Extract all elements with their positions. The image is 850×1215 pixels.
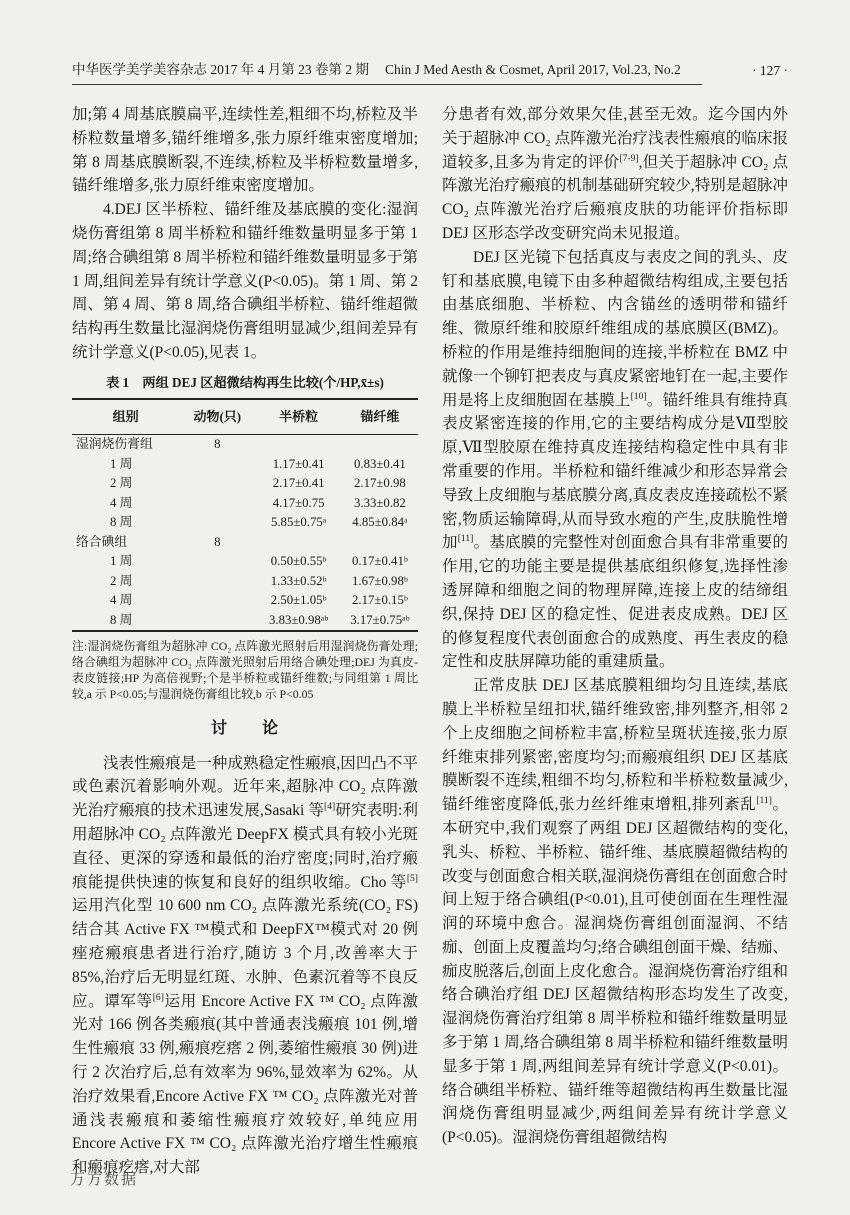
journal-title-cn: 中华医学美学美容杂志 2017 年 4 月第 23 卷第 2 期: [72, 62, 369, 77]
paragraph-discussion: 浅表性瘢痕是一种成熟稳定性瘢痕,因凹凸不平或色素沉着影响外观。近年来,超脉冲 CO₂ 点阵激光治疗瘢痕的技术迅速发展,Sasaki 等[4]研究表明:利用超脉冲 CO₂ 点阵激光 DeepFX 模式具有较小光斑直径、更深的穿透和最低的治疗密度;同时,治疗瘢痕能提供快速的恢复和良好的组织收缩。Cho 等[5]运用汽化型 10 600 nm CO₂ 点阵激光系统(CO₂ FS)结合其 Active FX ™模式和 DeepFX™模式对 20 例痤疮瘢痕患者进行治疗,随访 3 个月,改善率大于 85%,治疗后无明显红斑、水肿、色素沉着等不良反应。谭军等[6]运用 Encore Active FX ™ CO₂ 点阵激光对 166 例各类瘢痕(其中普通表浅瘢痕 101 例,增生性瘢痕 33 例,瘢痕疙瘩 2 例,萎缩性瘢痕 30 例)进行 2 次治疗后,总有效率为 96%,显效率为 62%。从治疗效果看,Encore Active FX ™ CO₂ 点阵激光对普通浅表瘢痕和萎缩性瘢痕疗效较好,单纯应用 Encore Active FX ™ CO₂ 点阵激光治疗增生性瘢痕和瘢痕疙瘩,对大部: [72, 754, 418, 1177]
cell-anchoring-fibril: 2.17±0.15ᵇ: [352, 593, 408, 608]
two-column-body: [72, 103, 788, 1180]
cell-hemidesmosome: 2.50±1.05ᵇ: [270, 593, 327, 608]
cell-animals: [179, 513, 255, 533]
cell-hemidesmosome: [255, 434, 342, 454]
table-row: [72, 493, 418, 513]
table-row: [72, 571, 418, 591]
cell-group: 4 周: [110, 495, 133, 510]
cell-hemidesmosome: [255, 532, 342, 552]
paragraph-dej-structure: DEJ 区光镜下包括真皮与表皮之间的乳头、皮钉和基底膜,电镜下由多种超微结构组成,主要包括由基底细胞、半桥粒、内含锚丝的透明带和锚纤维、微原纤维和胶原纤维组成的基底膜区(BMZ)。桥粒的作用是维持细胞间的连接,半桥粒在 BMZ 中就像一个铆钉把表皮与真皮紧密地钉在一起,主要作用是将上皮细胞固在基膜上[10]。锚纤维具有维持真表皮紧密连接的作用,它的主要结构成分是Ⅶ型胶原,Ⅶ型胶原在维持真皮连接结构稳定性中具有非常重要的作用。半桥粒和锚纤维减少和形态异常会导致上皮细胞与基底膜分离,真皮表皮连接疏松不紧密,物质运输障碍,从而导致水疱的产生,皮肤脆性增加[11]。基底膜的完整性对创面愈合具有非常重要的作用,它的功能主要是提供基底组织修复,选择性渗透屏障和细胞之间的物理屏障,连接上皮的结缔组织,保持 DEJ 区的稳定性、促进表皮成熟。DEJ 区的修复程度代表创面愈合的成熟度、再生表皮的稳定性和皮肤屏障功能的重建质量。: [442, 248, 788, 671]
cell-group: 络合碘组: [76, 534, 128, 549]
table-note: 注:湿润烧伤膏组为超脉冲 CO₂ 点阵激光照射后用湿润烧伤膏处理;络合碘组为超脉冲 CO₂ 点阵激光照射后用络合碘处理;DEJ 为真皮-表皮链接;HP 为高倍视野;个是半桥粒或锚纤维数;与同组第 1 周比较,a 示 P<0.05;与湿润烧伤膏组比较,b 示 P<0.05: [72, 638, 418, 702]
cell-group: 4 周: [110, 593, 133, 608]
paragraph-normal-skin: 正常皮肤 DEJ 区基底膜粗细均匀且连续,基底膜上半桥粒呈纽扣状,锚纤维致密,排列整齐,相邻 2 个上皮细胞之间桥粒丰富,桥粒呈斑状连接,张力原纤维束排列紧密,密度均匀;而瘢痕组织 DEJ 区基底膜断裂不连续,粗细不均匀,桥粒和半桥粒数量减少,锚纤维密度降低,张力丝纤维束增粗,排列紊乱[11]。本研究中,我们观察了两组 DEJ 区超微结构的变化,乳头、桥粒、半桥粒、锚纤维、基底膜超微结构的改变与创面愈合相关联,湿润烧伤膏组在创面愈合时间上短于络合碘组(P<0.01),且可使创面在生理性湿润的环境中愈合。湿润烧伤膏组创面湿润、不结痂、创面上皮覆盖均匀;络合碘组创面干燥、结痂、痂皮脱落后,创面上皮化愈合。湿润烧伤膏治疗组和络合碘治疗组 DEJ 区超微结构形态均发生了改变,湿润烧伤膏治疗组第 8 周半桥粒和锚纤维数量明显多于第 1 周,络合碘组第 8 周半桥粒和锚纤维数量明显多于第 1 周,两组间差异有统计学意义(P<0.01)。络合碘组半桥粒、锚纤维等超微结构再生数量比湿润烧伤膏组明显减少,两组间差异有统计学意义(P<0.05)。湿润烧伤膏组超微结构: [442, 677, 788, 1147]
cell-group: 2 周: [110, 476, 133, 491]
cell-anchoring-fibril: 4.85±0.84ᵃ: [352, 515, 408, 530]
wanfang-watermark: 万方数据: [70, 1171, 139, 1188]
col-header-hemidesmosome: 半桥粒: [255, 399, 342, 434]
table-row: [72, 454, 418, 474]
cell-anchoring-fibril: 0.83±0.41: [354, 456, 406, 471]
page-number: · 127 ·: [752, 63, 788, 78]
table-row: [72, 591, 418, 611]
cell-anchoring-fibril: 2.17±0.98: [354, 476, 406, 491]
journal-header: [72, 58, 788, 85]
cell-anchoring-fibril: [342, 434, 418, 454]
data-table: [72, 398, 418, 632]
journal-title-en: Chin J Med Aesth & Cosmet, April 2017, Vol.23, No.2: [385, 62, 681, 77]
table-row: [72, 513, 418, 533]
cell-animals: [179, 571, 255, 591]
cell-anchoring-fibril: 3.17±0.75ᵃᵇ: [350, 612, 410, 627]
cell-animals: [179, 454, 255, 474]
table-1-block: [72, 374, 418, 703]
cell-anchoring-fibril: 0.17±0.41ᵇ: [352, 554, 408, 569]
cell-hemidesmosome: 0.50±0.55ᵇ: [270, 554, 327, 569]
cell-animals: [179, 591, 255, 611]
cell-hemidesmosome: 5.85±0.75ᵃ: [270, 515, 327, 530]
cell-anchoring-fibril: 3.33±0.82: [354, 495, 406, 510]
journal-header-rule: [72, 58, 702, 85]
cell-hemidesmosome: 2.17±0.41: [272, 476, 325, 491]
section-heading-discussion: 讨 论: [210, 719, 279, 737]
table-header-row: [72, 399, 418, 434]
cell-hemidesmosome: 3.83±0.98ᵃᵇ: [268, 612, 329, 627]
paragraph-dej-changes: 4.DEJ 区半桥粒、锚纤维及基底膜的变化:湿润烧伤膏组第 8 周半桥粒和锚纤维数量明显多于第 1 周;络合碘组第 8 周半桥粒和锚纤维数量明显多于第 1 周,组间差异有统计学意义(P<0.05)。第 1 周、第 2 周、第 4 周、第 8 周,络合碘组半桥粒、锚纤维超微结构再生数量比湿润烧伤膏组明显减少,组间差异有统计学意义(P<0.05),见表 1。: [72, 201, 418, 361]
cell-anchoring-fibril: 1.67±0.98ᵇ: [352, 573, 408, 588]
cell-group: 8 周: [110, 515, 133, 530]
cell-animals: [179, 493, 255, 513]
left-column: [72, 103, 418, 1180]
cell-group: 湿润烧伤膏组: [76, 437, 153, 452]
cell-animals: [179, 474, 255, 494]
cell-animals: 8: [214, 437, 221, 452]
cell-hemidesmosome: 1.33±0.52ᵇ: [270, 573, 327, 588]
cell-anchoring-fibril: [342, 532, 418, 552]
cell-group: 2 周: [110, 573, 133, 588]
table-title: 表 1 两组 DEJ 区超微结构再生比较(个/HP,x̄±s): [106, 374, 384, 390]
table-row: [72, 532, 418, 552]
paragraph-continuation: 分患者有效,部分效果欠佳,甚至无效。迄今国内外关于超脉冲 CO₂ 点阵激光治疗浅表性瘢痕的临床报道较多,且多为肯定的评价[7-9],但关于超脉冲 CO₂ 点阵激光治疗瘢痕的机制基础研究较少,特别是超脉冲 CO₂ 点阵激光治疗后瘢痕皮肤的功能评价指标即 DEJ 区形态学改变研究尚未见报道。: [442, 106, 788, 242]
table-row: [72, 474, 418, 494]
paragraph-continuation: 加;第 4 周基底膜扁平,连续性差,粗细不均,桥粒及半桥粒数量增多,锚纤维增多,张力原纤维束密度增加;第 8 周基底膜断裂,不连续,桥粒及半桥粒数量增多,锚纤维增多,张力原纤维束密度增加。: [72, 106, 418, 195]
table-row: [72, 552, 418, 572]
cell-animals: [179, 610, 255, 631]
col-header-group: 组别: [72, 399, 179, 434]
col-header-animals: 动物(只): [179, 399, 255, 434]
right-column: [442, 103, 788, 1180]
table-row: [72, 434, 418, 454]
cell-group: 8 周: [110, 612, 133, 627]
cell-animals: 8: [214, 534, 221, 549]
cell-hemidesmosome: 1.17±0.41: [272, 456, 325, 471]
cell-hemidesmosome: 4.17±0.75: [272, 495, 325, 510]
cell-animals: [179, 552, 255, 572]
cell-group: 1 周: [110, 554, 133, 569]
col-header-anchoring-fibril: 锚纤维: [342, 399, 418, 434]
cell-group: 1 周: [110, 456, 133, 471]
table-row: [72, 610, 418, 631]
